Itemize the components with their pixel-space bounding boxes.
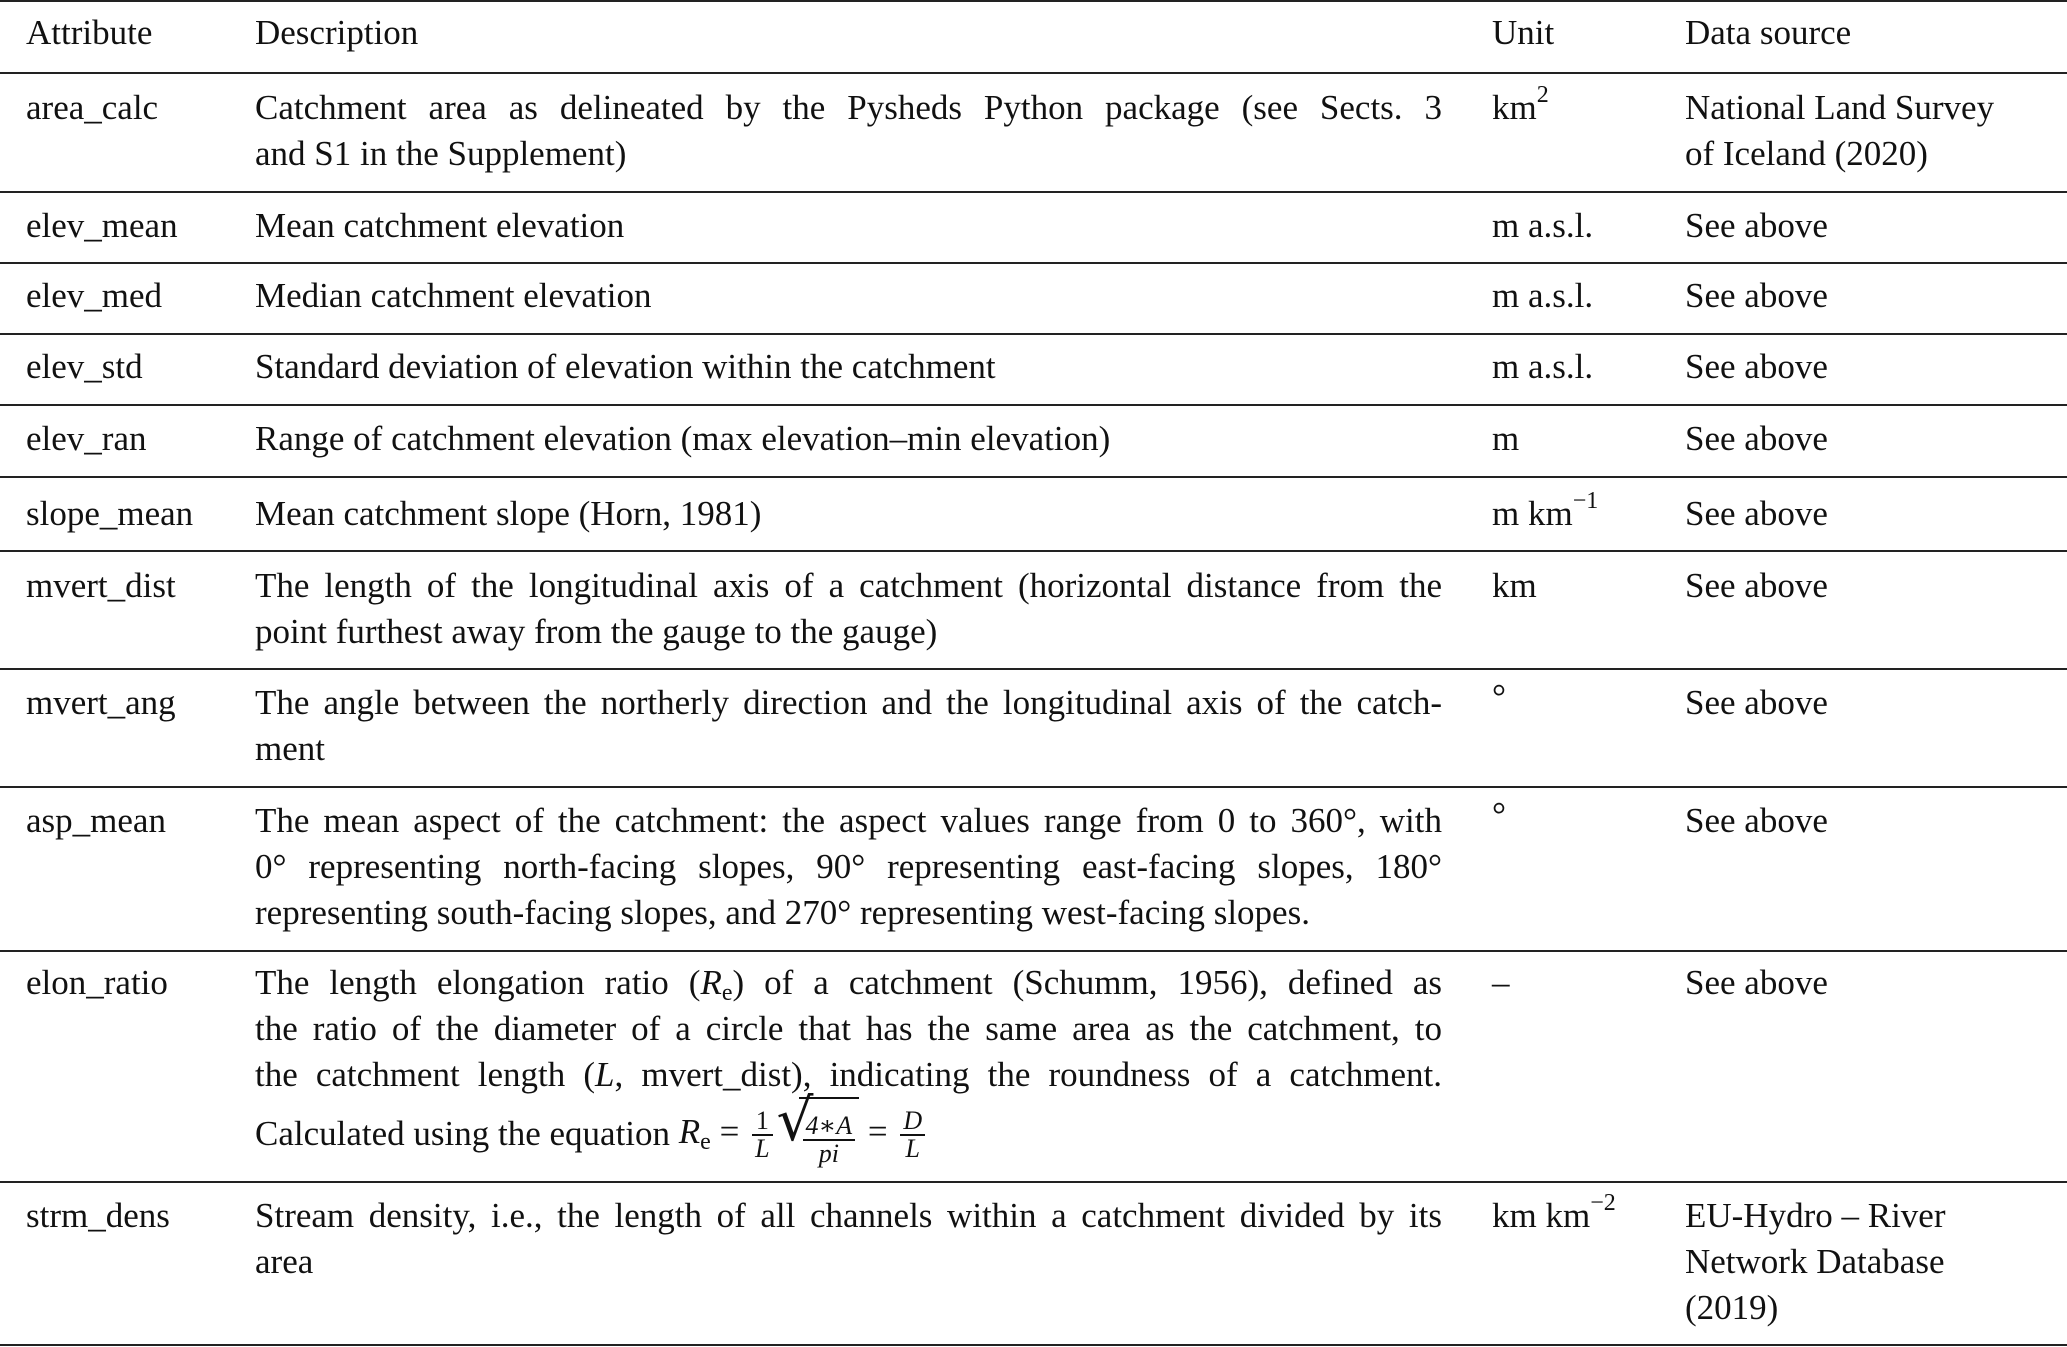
description-line: The length of the longitudinal axis of a catchment (horizontal distance from the [255, 566, 1442, 605]
row-unit [1492, 1190, 1672, 1239]
row-source [1685, 680, 2055, 726]
row-rule [0, 786, 2067, 788]
row-description [255, 416, 1442, 462]
unit-base: ° [1492, 677, 1506, 716]
row-attribute: asp_mean [26, 801, 166, 840]
row-unit [1492, 203, 1672, 249]
unit-base: km km [1492, 1196, 1591, 1235]
row-source [1685, 798, 2055, 844]
row-description [255, 960, 1442, 1170]
row-source [1685, 416, 2055, 462]
table-bottom-rule [0, 1344, 2067, 1346]
row-attribute: strm_dens [26, 1196, 170, 1235]
equation-lhs-sub: e [700, 1129, 711, 1156]
fraction-numerator: 4∗A [803, 1113, 856, 1141]
unit-base: – [1492, 963, 1510, 1002]
fraction-numerator: 1 [752, 1108, 772, 1136]
description-line: Mean catchment slope (Horn, 1981) [255, 494, 762, 533]
row-unit [1492, 960, 1672, 1006]
fraction-denominator: L [755, 1134, 770, 1164]
equation-fraction-1 [752, 1108, 772, 1162]
description-line: Catchment area as delineated by the Pysheds Python package (see Sects. 3 [255, 88, 1442, 127]
row-source [1685, 960, 2055, 1006]
unit-base: km [1492, 566, 1537, 605]
table-top-rule [0, 0, 2067, 2]
row-description [255, 491, 1442, 537]
row-source [1685, 203, 2055, 249]
row-description [255, 798, 1442, 936]
source-line: See above [1685, 566, 1828, 605]
description-line: Stream density, i.e., the length of all channels within a catchment divided by its [255, 1196, 1442, 1235]
equation-equals: = [719, 1112, 740, 1152]
source-line: See above [1685, 419, 1828, 458]
description-line: Median catchment elevation [255, 276, 652, 315]
row-rule [0, 950, 2067, 952]
row-source [1685, 563, 2055, 609]
header-attribute: Attribute [26, 13, 153, 52]
row-source [1685, 344, 2055, 390]
equation-lhs: R [678, 1112, 701, 1152]
equation-sqrt [776, 1086, 860, 1173]
row-unit [1492, 273, 1672, 319]
inline-subscript-e: e [721, 980, 733, 1006]
row-unit [1492, 674, 1672, 720]
unit-base: m a.s.l. [1492, 276, 1594, 315]
equation-equals: = [867, 1112, 888, 1152]
row-attribute: elev_std [26, 347, 143, 386]
inline-symbol-r: R [700, 963, 722, 1002]
row-rule [0, 550, 2067, 552]
row-source [1685, 491, 2055, 537]
sqrt-radical: √ [776, 1086, 814, 1155]
equation-line [255, 1086, 1442, 1170]
fraction-denominator: pi [818, 1139, 839, 1169]
description-line: The angle between the northerly direction and the longitudinal axis of the catch- [255, 683, 1442, 722]
equation-fraction-2 [900, 1108, 925, 1162]
row-description [255, 85, 1442, 177]
unit-base: km [1492, 88, 1537, 127]
description-line: representing south-facing slopes, and 270° representing west-facing slopes. [255, 893, 1310, 932]
source-line: See above [1685, 494, 1828, 533]
source-line: See above [1685, 206, 1828, 245]
description-line: the ratio of the diameter of a circle that has the same area as the catchment, to [255, 1009, 1442, 1048]
row-rule [0, 668, 2067, 670]
unit-base: m km [1492, 494, 1573, 533]
row-source [1685, 85, 2055, 177]
source-line: National Land Survey [1685, 88, 1995, 127]
unit-base: ° [1492, 795, 1506, 834]
unit-base: m [1492, 419, 1520, 458]
description-line: the catchment length (L, mvert_dist), indicating the roundness of a catchment. [255, 1055, 1442, 1094]
row-description [255, 680, 1442, 772]
description-line: 0° representing north-facing slopes, 90° representing east-facing slopes, 180° [255, 847, 1442, 886]
inline-symbol-l: L [595, 1055, 615, 1094]
unit-base: m a.s.l. [1492, 206, 1594, 245]
fraction-denominator: L [905, 1134, 920, 1164]
header-unit: Unit [1492, 13, 1555, 52]
row-rule [0, 1181, 2067, 1183]
row-description [255, 203, 1442, 249]
row-unit [1492, 563, 1672, 609]
unit-exponent: −1 [1572, 488, 1599, 515]
description-line: Range of catchment elevation (max elevation–min elevation) [255, 419, 1111, 458]
source-line: See above [1685, 276, 1828, 315]
row-description [255, 1193, 1442, 1285]
row-description [255, 344, 1442, 390]
description-line: The length elongation ratio (Re) of a catchment (Schumm, 1956), defined as [255, 963, 1442, 1006]
row-rule [0, 476, 2067, 478]
description-line: Mean catchment elevation [255, 206, 625, 245]
row-attribute: elev_ran [26, 419, 147, 458]
row-unit [1492, 82, 1672, 131]
row-rule [0, 333, 2067, 335]
row-attribute: elev_mean [26, 206, 178, 245]
row-unit [1492, 344, 1672, 390]
unit-exponent: 2 [1536, 82, 1549, 109]
description-line: Standard deviation of elevation within the catchment [255, 347, 996, 386]
row-attribute: slope_mean [26, 494, 194, 533]
row-description [255, 563, 1442, 655]
row-attribute: area_calc [26, 88, 159, 127]
header-source: Data source [1685, 13, 1852, 52]
row-attribute: mvert_dist [26, 566, 176, 605]
row-attribute: mvert_ang [26, 683, 176, 722]
header-rule [0, 72, 2067, 74]
header-description: Description [255, 13, 419, 52]
unit-exponent: −2 [1590, 1190, 1616, 1217]
source-line: Network Database [1685, 1242, 1945, 1281]
source-line: EU-Hydro – River [1685, 1196, 1946, 1235]
source-line: See above [1685, 963, 1828, 1002]
elongation-equation [678, 1086, 929, 1173]
row-unit [1492, 416, 1672, 462]
row-unit [1492, 488, 1672, 537]
fraction-numerator: D [900, 1108, 925, 1136]
row-unit [1492, 792, 1672, 838]
row-rule [0, 262, 2067, 264]
description-line: area [255, 1242, 314, 1281]
source-line: See above [1685, 347, 1828, 386]
source-line: of Iceland (2020) [1685, 134, 1928, 173]
description-line: The mean aspect of the catchment: the aspect values range from 0 to 360°, with [255, 801, 1442, 840]
row-attribute: elev_med [26, 276, 163, 315]
description-line: ment [255, 729, 325, 768]
source-line: See above [1685, 683, 1828, 722]
row-rule [0, 191, 2067, 193]
row-source [1685, 1193, 2055, 1331]
row-rule [0, 404, 2067, 406]
source-line: (2019) [1685, 1288, 1779, 1327]
description-line: point furthest away from the gauge to the gauge) [255, 612, 938, 651]
description-line: and S1 in the Supplement) [255, 134, 627, 173]
equation-prefix: Calculated using the equation [255, 1114, 671, 1153]
source-line: See above [1685, 801, 1828, 840]
row-source [1685, 273, 2055, 319]
row-description [255, 273, 1442, 319]
unit-base: m a.s.l. [1492, 347, 1594, 386]
row-attribute: elon_ratio [26, 963, 168, 1002]
